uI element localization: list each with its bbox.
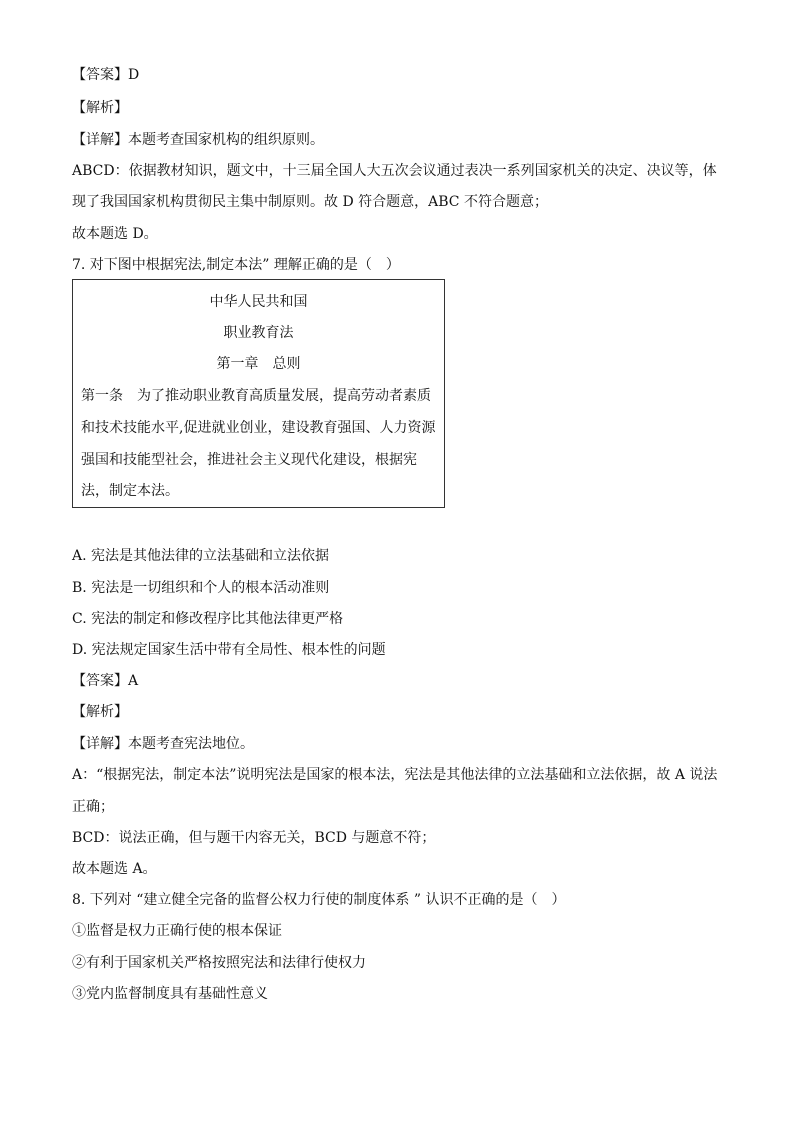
q7-answer: 【答案】A: [72, 673, 139, 689]
q7-bcd-explain: BCD：说法正确，但与题干内容无关，BCD 与题意不符；: [72, 830, 436, 846]
q7-option-d: D. 宪法规定国家生活中带有全局性、根本性的问题: [72, 642, 386, 658]
q6-abcd-line1: ABCD：依据教材知识，题文中，十三届全国人大五次会议通过表决一系列国家机关的决定、决议等，体: [72, 163, 717, 179]
law-excerpt-box: [72, 279, 445, 508]
q8-item-3: ③党内监督制度具有基础性意义: [72, 986, 268, 1002]
q7-analysis-heading: 【解析】: [72, 704, 128, 720]
q7-option-c: C. 宪法的制定和修改程序比其他法律更严格: [72, 611, 344, 627]
q6-conclusion: 故本题选 D。: [72, 226, 158, 242]
q6-analysis-heading: 【解析】: [72, 100, 128, 116]
q7-detail: 【详解】本题考查宪法地位。: [72, 736, 254, 752]
law-title: 职业教育法: [223, 325, 294, 341]
q7-stem: 7. 对下图中根据宪法,制定本法” 理解正确的是（ ）: [72, 257, 400, 273]
law-country: 中华人民共和国: [209, 294, 308, 310]
q6-detail: 【详解】本题考查国家机构的组织原则。: [72, 132, 324, 148]
q7-a-explain-line1: A：“根据宪法，制定本法”说明宪法是国家的根本法，宪法是其他法律的立法基础和立法依据，故 A 说法: [72, 767, 718, 783]
q7-option-a: A. 宪法是其他法律的立法基础和立法依据: [72, 548, 330, 564]
law-chapter: 第一章 总则: [216, 356, 301, 372]
q8-stem: 8. 下列对 “建立健全完备的监督公权力行使的制度体系 ” 认识不正确的是（ ）: [72, 892, 566, 908]
q7-option-b: B. 宪法是一切组织和个人的根本活动准则: [72, 580, 330, 596]
law-article-line1: 第一条 为了推动职业教育高质量发展，提高劳动者素质: [81, 388, 431, 404]
law-article-line4: 法，制定本法。: [81, 483, 179, 499]
q6-answer: 【答案】D: [72, 67, 140, 83]
q7-a-explain-line2: 正确；: [72, 799, 114, 815]
q8-item-2: ②有利于国家机关严格按照宪法和法律行使权力: [72, 955, 366, 971]
q7-conclusion: 故本题选 A。: [72, 861, 157, 877]
law-article-line2: 和技术技能水平,促进就业创业，建设教育强国、人力资源: [81, 420, 436, 436]
law-article-line3: 强国和技能型社会，推进社会主义现代化建设，根据宪: [81, 452, 417, 468]
q8-item-1: ①监督是权力正确行使的根本保证: [72, 923, 282, 939]
q6-abcd-line2: 现了我国国家机构贯彻民主集中制原则。故 D 符合题意，ABC 不符合题意；: [72, 194, 548, 210]
